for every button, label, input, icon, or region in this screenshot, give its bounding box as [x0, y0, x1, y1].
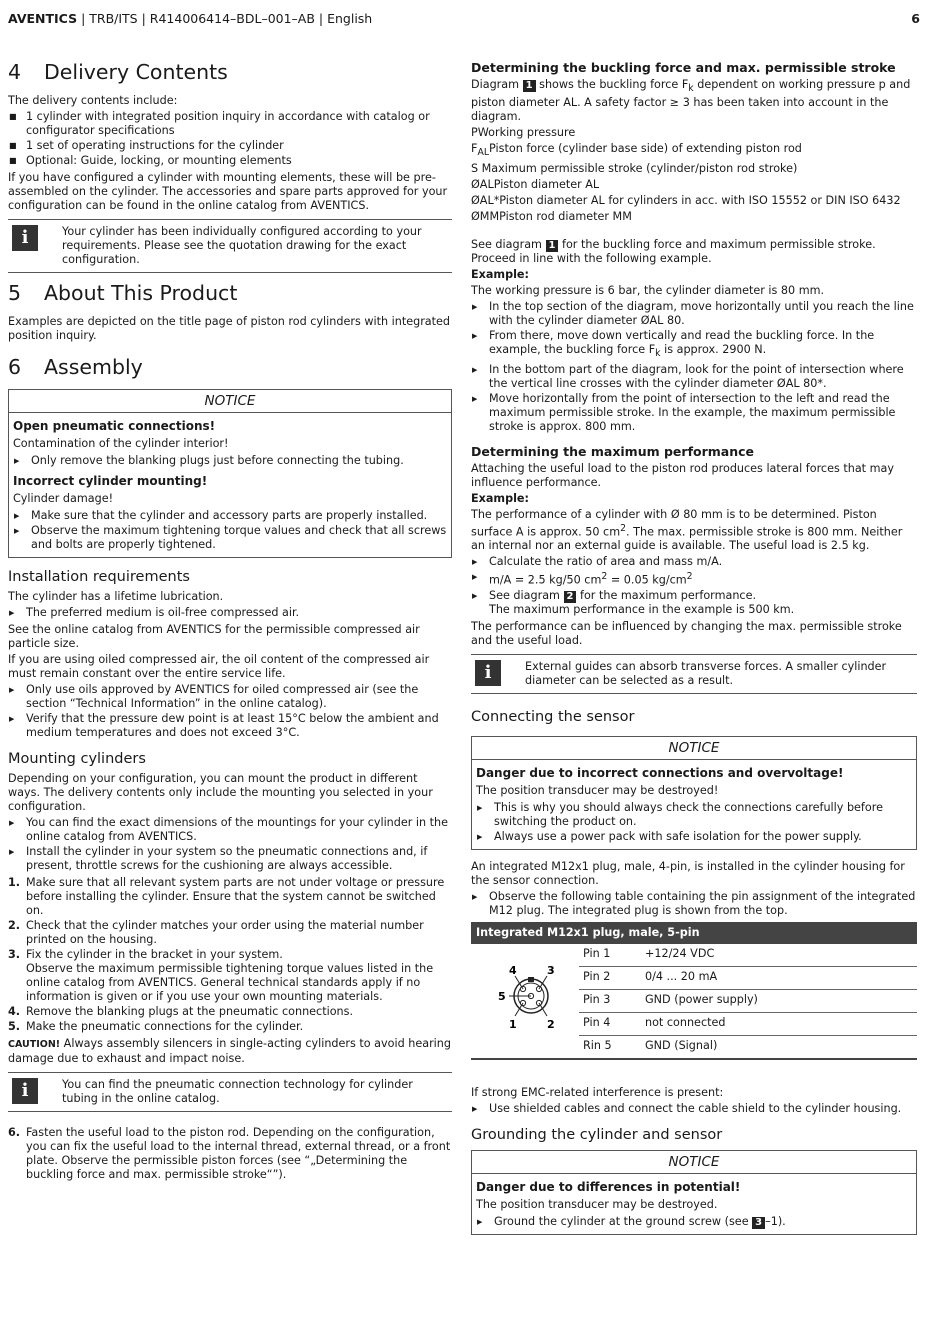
- buckling-heading: Determining the buckling force and max. permissible stroke: [471, 60, 896, 75]
- mounting-heading: Mounting cylinders: [8, 751, 146, 767]
- notice-heading: Danger due to incorrect connections and overvoltage!: [476, 766, 844, 781]
- diagram-tag: 1: [523, 80, 536, 92]
- notice-text: Contamination of the cylinder interior!: [13, 437, 229, 450]
- legend-line: S Maximum permissible stroke (cylinder/piston rod stroke): [471, 162, 798, 176]
- table-row: Pin 4 not connected: [579, 1013, 917, 1036]
- mounting-para: Depending on your configuration, you can mount the product in different ways. The delivery contents only include the mounting you selected in your configuration.: [8, 772, 433, 813]
- pin-assignment-table: [471, 922, 917, 1060]
- diagram-tag: 1: [546, 240, 559, 252]
- list-item: ▶ This is why you should always check the connections carefully before switching the product on.: [476, 801, 912, 829]
- sensor-para: If strong EMC-related interference is present:: [471, 1086, 724, 1100]
- info-box: [8, 219, 452, 273]
- section-heading-assembly: 6 Assembly: [8, 355, 143, 379]
- notice-heading: Incorrect cylinder mounting!: [13, 474, 208, 488]
- pin-label: 3: [547, 964, 555, 978]
- pin-label: 5: [498, 990, 506, 1004]
- legend-line: ØAL*Piston diameter AL for cylinders in acc. with ISO 15552 or DIN ISO 6432: [471, 194, 901, 208]
- table-row: Rin 5 GND (Signal): [583, 1039, 718, 1053]
- list-item: ▶ Observe the following table containing the pin assignment of the integrated M12 plug. The integrated plug is shown from the top.: [471, 890, 917, 918]
- list-item: ▶ Ground the cylinder at the ground screw (see 3 –1).: [476, 1215, 912, 1229]
- sensor-heading: Connecting the sensor: [471, 709, 635, 726]
- right-column: [471, 56, 917, 1245]
- step-item: 5. Make the pneumatic connections for the cylinder.: [8, 1020, 304, 1033]
- list-item: ▶ Always use a power pack with safe isolation for the power supply.: [476, 830, 912, 844]
- install-para: The cylinder has a lifetime lubrication.: [8, 590, 224, 603]
- legend-line: $F_{AL}Piston$ force (cylinder base side) of extending piston rod: [471, 142, 802, 159]
- info-text: External guides can absorb transverse forces. A smaller cylinder diameter can be selected as a result.: [525, 660, 887, 688]
- list-item: ▶ From there, move down vertically and read the buckling force. In the example, the buckling force $F_k$ is approx. 2900 N.: [471, 329, 917, 361]
- plug-diagram: [471, 944, 579, 1054]
- info-box: [471, 654, 917, 694]
- example-text: The working pressure is 6 bar, the cylinder diameter is 80 mm.: [471, 284, 825, 298]
- pin-label: 4: [509, 964, 517, 978]
- notice-box: [8, 389, 452, 558]
- notice-box: [471, 1150, 917, 1235]
- list-item: ▶ In the top section of the diagram, move horizontally until you reach the line with the cylinder diameter ØAL 80.: [471, 300, 917, 328]
- step-item: 3. Fix the cylinder in the bracket in your system. Observe the maximum permissible tightening torque values listed in the online catalog from AVENTICS. General technical standards apply if no information is given or if you use your own mounting materials.: [8, 948, 434, 1003]
- info-icon: i: [475, 660, 501, 686]
- buckling-para: Diagram 1 shows the buckling force $F_k$ dependent on working pressure p and piston diameter AL. A safety factor ≥ 3 has been taken into account in the diagram.: [471, 78, 911, 124]
- delivery-para: If you have configured a cylinder with mounting elements, these will be pre-assembled on the cylinder. The accessories and spare parts approved for your configuration can be found in the online catalog from AVENTICS.: [8, 171, 448, 212]
- list-item: ▶ You can find the exact dimensions of the mountings for your cylinder in the online catalog from AVENTICS.: [8, 816, 452, 844]
- pin-label: 2: [547, 1018, 555, 1032]
- delivery-intro: The delivery contents include:: [8, 94, 178, 107]
- performance-para: The performance can be influenced by changing the max. permissible stroke and the useful load.: [471, 620, 902, 648]
- about-para: Examples are depicted on the title page of piston rod cylinders with integrated position inquiry.: [8, 315, 451, 342]
- list-item: ■ 1 cylinder with integrated position inquiry in accordance with catalog or configurator specifications: [8, 110, 452, 138]
- list-item: ▶ The preferred medium is oil-free compressed air.: [8, 606, 452, 620]
- install-heading: Installation requirements: [8, 569, 190, 585]
- step-item: 1. Make sure that all relevant system parts are not under voltage or pressure before installing the cylinder. Ensure that the system cannot be switched on.: [8, 876, 445, 917]
- list-item: ▶ Make sure that the cylinder and accessory parts are properly installed.: [13, 509, 447, 523]
- performance-heading: Determining the maximum performance: [471, 443, 755, 459]
- notice-title: NOTICE: [472, 737, 916, 760]
- diagram-tag: 3: [752, 1217, 765, 1229]
- doc-meta: | TRB/ITS | R414006414–BDL–001–AB | English: [77, 11, 373, 26]
- list-item: ▶ Install the cylinder in your system so the pneumatic connections and, if present, throttle screws for the cushioning are always accessible.: [8, 845, 452, 873]
- info-icon: i: [12, 225, 38, 251]
- list-item: ■ 1 set of operating instructions for the cylinder: [8, 139, 452, 153]
- mounting-steps: [8, 876, 452, 1034]
- example-text: The performance of a cylinder with Ø 80 mm is to be determined. Piston surface A is approx. 50 $cm^2$. The max. permissible stroke is 800 mm. Neither an internal nor an external guide is available. The useful load is 2.5 kg.: [471, 507, 903, 553]
- list-item: ▶ Verify that the pressure dew point is at least 15°C below the ambient and medium temperatures and does not exceed 3°C.: [8, 712, 452, 740]
- page-header: [8, 12, 920, 28]
- buckling-para: See diagram 1 for the buckling force and maximum permissible stroke. Proceed in line with the following example.: [471, 238, 876, 266]
- list-item: ▶ Use shielded cables and connect the cable shield to the cylinder housing.: [471, 1102, 917, 1116]
- info-icon: i: [12, 1078, 38, 1104]
- notice-title: NOTICE: [472, 1151, 916, 1174]
- list-item: ▶ Observe the maximum tightening torque values and check that all screws and bolts are properly tightened.: [13, 524, 447, 552]
- page-number: 6: [911, 11, 920, 26]
- install-para: See the online catalog from AVENTICS for the permissible compressed air particle size.: [8, 623, 420, 650]
- performance-para: Attaching the useful load to the piston rod produces lateral forces that may influence performance.: [471, 461, 895, 489]
- table-row: Pin 2 0/4 ... 20 mA: [579, 967, 917, 990]
- install-para: If you are using oiled compressed air, the oil content of the compressed air must remain constant over the entire service life.: [8, 653, 430, 680]
- table-row: Pin 3 GND (power supply): [579, 990, 917, 1013]
- pin-label: 1: [509, 1018, 517, 1032]
- list-item: ▶ See diagram 2 for the maximum performance. The maximum performance in the example is 500 km.: [471, 589, 917, 617]
- notice-text: The position transducer may be destroyed!: [476, 784, 719, 798]
- list-item: ▶ Move horizontally from the point of intersection to the left and read the maximum permissible stroke. In the example, the maximum permissible stroke is approx. 800 mm.: [471, 392, 917, 434]
- info-text: Your cylinder has been individually configured according to your requirements. Please see the quotation drawing for the exact configuration.: [62, 225, 422, 266]
- section-heading-about: 5 About This Product: [8, 281, 238, 305]
- section-heading-delivery: 4 Delivery Contents: [8, 60, 228, 84]
- notice-text: Cylinder damage!: [13, 492, 114, 505]
- example-label: Example:: [471, 491, 529, 505]
- legend-line: ØMMPiston rod diameter MM: [471, 210, 632, 224]
- list-item: ▶ Only use oils approved by AVENTICS for oiled compressed air (see the section “Technical Information” in the online catalog).: [8, 683, 452, 711]
- m12-plug-icon: [471, 944, 579, 1054]
- delivery-list: [8, 110, 452, 168]
- caution-text: CAUTION! Always assembly silencers in single-acting cylinders to avoid hearing damage due to exhaust and impact noise.: [8, 1037, 451, 1065]
- list-item: ▶ In the bottom part of the diagram, look for the point of intersection where the vertical line crosses with the cylinder diameter ØAL 80*.: [471, 363, 917, 391]
- step-item: 6. Fasten the useful load to the piston rod. Depending on the configuration, you can fix the useful load to the internal thread, external thread, or a front plate. Observe the permissible piston forces (see “„Determining the buckling force and max. permissible stroke“”).: [8, 1126, 451, 1181]
- grounding-heading: Grounding the cylinder and sensor: [471, 1127, 723, 1144]
- list-item: ▶ Calculate the ratio of area and mass m/A.: [471, 555, 917, 569]
- notice-box: [471, 736, 917, 850]
- legend-line: ØALPiston diameter AL: [471, 178, 600, 192]
- notice-title: NOTICE: [9, 390, 451, 413]
- brand-name: AVENTICS: [8, 11, 78, 26]
- step-item: 2. Check that the cylinder matches your order using the material number printed on the housing.: [8, 919, 424, 946]
- info-text: You can find the pneumatic connection technology for cylinder tubing in the online catalog.: [62, 1078, 413, 1105]
- table-row: Pin 1 +12/24 VDC: [579, 944, 917, 967]
- notice-text: The position transducer may be destroyed.: [476, 1198, 718, 1212]
- notice-heading: Danger due to differences in potential!: [476, 1180, 741, 1195]
- list-item: ■ Optional: Guide, locking, or mounting elements: [8, 154, 452, 168]
- legend-line: PWorking pressure: [471, 126, 576, 140]
- info-box: [8, 1072, 452, 1112]
- table-header: Integrated M12x1 plug, male, 5-pin: [471, 922, 917, 944]
- diagram-tag: 2: [564, 591, 577, 603]
- sensor-para: An integrated M12x1 plug, male, 4-pin, is installed in the cylinder housing for the sensor connection.: [471, 860, 905, 888]
- left-column: [8, 56, 452, 1185]
- example-label: Example:: [471, 268, 529, 282]
- list-item: ▶ m/A = 2.5 kg/50 $cm^2 = 0.05$ $kg/cm^2$: [471, 570, 917, 588]
- notice-heading: Open pneumatic connections!: [13, 419, 216, 433]
- list-item: ▶ Only remove the blanking plugs just before connecting the tubing.: [13, 454, 447, 468]
- step-item: 4. Remove the blanking plugs at the pneumatic connections.: [8, 1005, 354, 1018]
